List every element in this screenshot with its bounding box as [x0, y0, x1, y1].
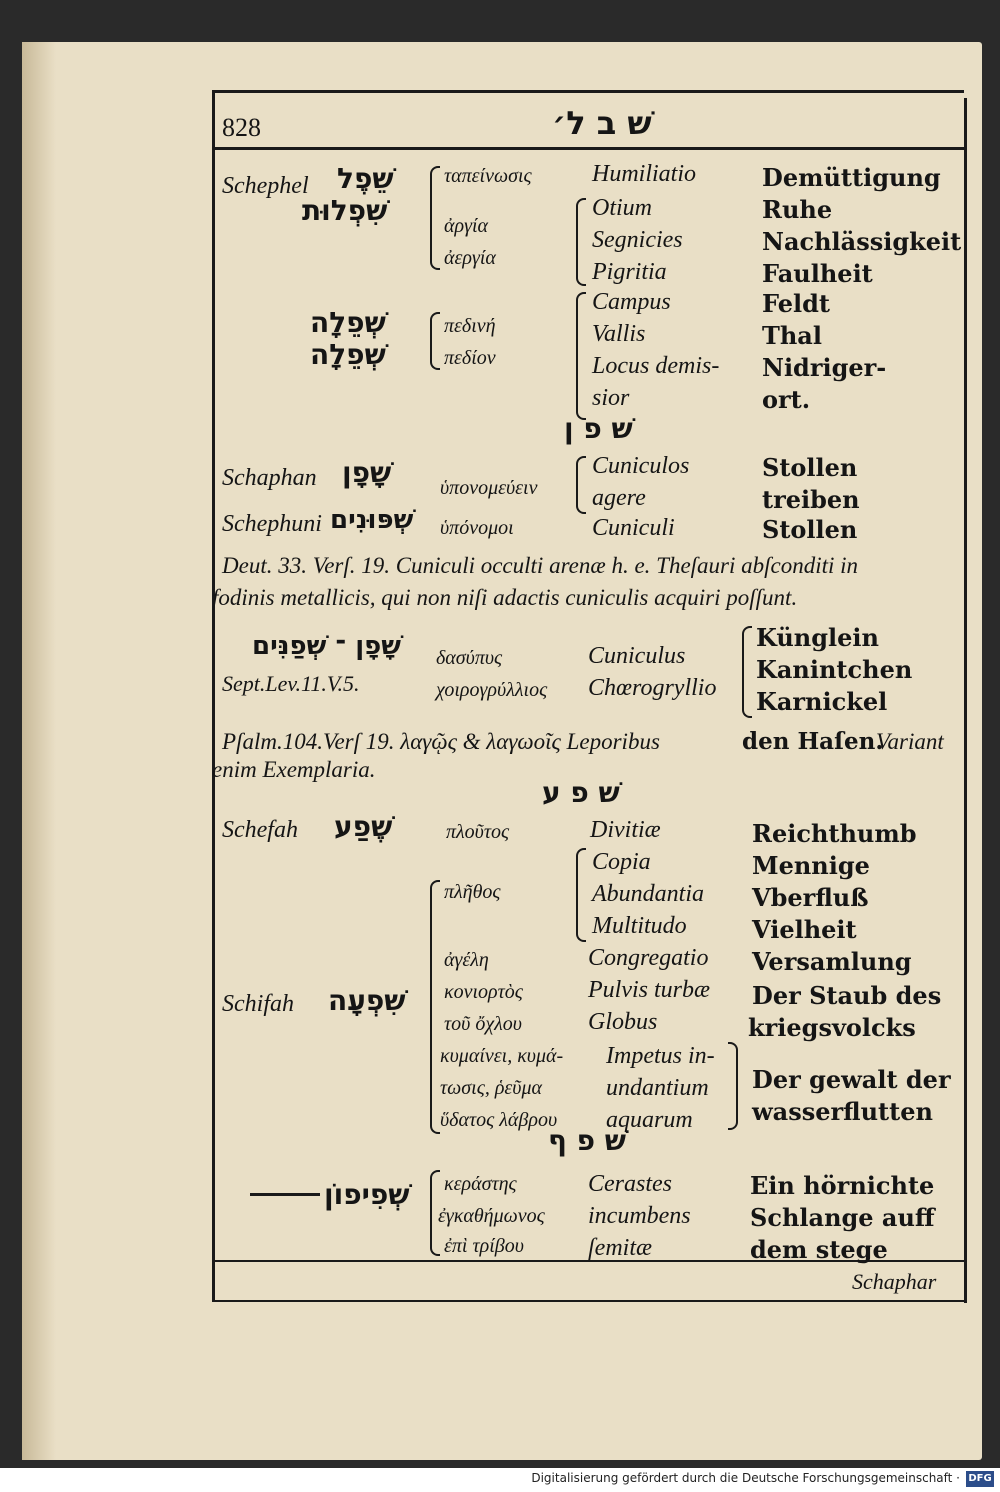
brace [742, 626, 752, 718]
header-rule [212, 147, 964, 150]
german-word: Thal [762, 321, 822, 350]
german-word: Feldt [762, 289, 830, 318]
greek-word: ἀγέλη [444, 949, 489, 971]
german-word: Nachlässigkeit [762, 227, 962, 256]
page-title-hebrew: שׁ ב ל׳ [552, 104, 652, 142]
frame-right-rule [964, 98, 967, 1303]
greek-word: ὑπονομεύειν [440, 477, 538, 499]
page-gutter-shadow [22, 42, 56, 1460]
greek-word: τωσις, ῥεῦμα [440, 1077, 543, 1099]
latin-word: Otium [592, 195, 652, 221]
frame-left-rule [212, 90, 215, 1302]
greek-word: πλοῦτος [446, 821, 510, 843]
greek-word: ὑπόνομοι [440, 517, 514, 539]
hebrew-word: שָׁפָן [342, 456, 392, 489]
latin-word: Multitudo [592, 913, 687, 939]
section-heading-hebrew: שׁ פ ף [548, 1124, 627, 1157]
greek-word: ὕδατος λάβρου [440, 1109, 558, 1131]
german-word: Kanintchen [756, 655, 913, 684]
hebrew-word: שָׁפָן ־ שְׁפַנִּים [252, 631, 401, 661]
note-line: fodinis metallicis, qui non niſi adactis cuniculis acquiri poſſunt. [212, 585, 798, 610]
german-word: Reichthumb [752, 819, 917, 848]
note-german: den Haſen. [742, 728, 884, 755]
latin-word: Locus demis- [592, 353, 720, 379]
brace [576, 292, 586, 420]
brace [576, 456, 586, 514]
latin-word: Globus [588, 1009, 658, 1035]
german-word: treiben [762, 485, 860, 514]
hebrew-word: שֵׁפֶל [337, 162, 394, 195]
german-word: Vberfluß [752, 883, 869, 912]
text-frame [212, 90, 970, 1310]
latin-word: Abundantia [592, 881, 704, 907]
greek-word: κεράστης [444, 1173, 517, 1195]
greek-word: κονιορτὸς [444, 981, 523, 1003]
latin-word: Humiliatio [592, 161, 697, 187]
latin-word: agere [592, 485, 646, 511]
hebrew-word: שִׁפְעָה [328, 984, 406, 1017]
latin-word: Cuniculos [592, 453, 690, 479]
latin-word: Cuniculi [592, 515, 675, 541]
german-word: Karnickel [756, 687, 888, 716]
page-number: 828 [222, 113, 261, 142]
latin-word: aquarum [606, 1107, 693, 1133]
note-line: Deut. 33. Verſ. 19. Cuniculi occulti arenæ h. e. Theſauri abſconditi in [222, 553, 859, 578]
hebrew-word: שְׁפֵלָה [310, 306, 386, 339]
german-word: Stollen [762, 515, 858, 544]
greek-word: τοῦ ὄχλου [444, 1013, 522, 1035]
section-heading-hebrew: שׁ פ ן [564, 412, 633, 445]
latin-word: Congregatio [588, 945, 709, 971]
latin-word: ſemitæ [588, 1235, 652, 1261]
greek-word: πεδίον [444, 347, 496, 369]
entry-latin-name: Schephel [222, 173, 309, 199]
hebrew-word: שְׁפּוּנִים [330, 505, 414, 535]
entry-latin-name: Schephuni [222, 511, 322, 537]
latin-word: Chœrogryllio [588, 675, 717, 701]
catchword: Schaphar [852, 1269, 937, 1294]
latin-word: sior [592, 385, 630, 411]
greek-word: ἀργία [444, 215, 489, 237]
entry-latin-name: Schefah [222, 817, 298, 843]
german-word: ort. [762, 385, 811, 414]
brace [430, 166, 440, 270]
entry-latin-name: Schaphan [222, 465, 317, 491]
section-heading-hebrew: שׁ פ ע [542, 776, 620, 809]
hebrew-word: שְׁפֵלָה [310, 338, 386, 371]
latin-word: incumbens [588, 1203, 691, 1229]
german-word: Stollen [762, 453, 858, 482]
german-word: Faulheit [762, 259, 873, 288]
hebrew-word: שֶׁפַע [334, 810, 393, 843]
latin-word: Cerastes [588, 1171, 672, 1197]
hebrew-word: שְׁפִיפוֹן [324, 1178, 410, 1211]
latin-word: Divitiæ [590, 817, 661, 843]
greek-word: κυμαίνει, κυμά- [440, 1045, 564, 1067]
entry-latin-name: Schifah [222, 991, 294, 1017]
german-word: Demüttigung [762, 163, 941, 192]
brace [576, 198, 586, 286]
brace [430, 312, 440, 370]
scripture-reference: Sept.Lev.11.V.5. [222, 671, 360, 696]
german-word: Versamlung [752, 947, 912, 976]
greek-word: δασύπυς [436, 647, 503, 669]
latin-word: Pulvis turbæ [588, 977, 711, 1003]
dfg-logo: DFG [966, 1471, 994, 1487]
latin-word: Copia [592, 849, 651, 875]
german-word: Künglein [756, 623, 879, 652]
brace [430, 880, 440, 1134]
german-word: Ruhe [762, 195, 833, 224]
note-line: Pſalm.104.Verſ 19. λαγῷς & λαγωοῖς Leporibus [222, 729, 660, 754]
latin-word: undantium [606, 1075, 709, 1101]
brace [576, 848, 586, 942]
german-word: Der Staub des [752, 981, 942, 1010]
latin-word: Pigritia [592, 259, 667, 285]
greek-word: ἐγκαθήμωνος [438, 1205, 545, 1227]
latin-word: Segnicies [592, 227, 683, 253]
greek-word: ἀεργία [444, 247, 496, 269]
latin-word: Campus [592, 289, 671, 315]
german-word: Der gewalt der [752, 1065, 951, 1094]
frame-top-rule [212, 90, 964, 93]
german-word: Vielheit [752, 915, 857, 944]
greek-word: ταπείνωσις [444, 165, 532, 187]
greek-word: πεδινή [444, 315, 496, 337]
latin-word: Impetus in- [606, 1043, 715, 1069]
footer-bar [0, 1468, 1000, 1492]
hebrew-word: שִׁפְלוּת [302, 194, 388, 227]
dash-line [250, 1193, 320, 1196]
german-word: dem stege [750, 1235, 888, 1264]
latin-word: Cuniculus [588, 643, 686, 669]
german-word: kriegsvolcks [748, 1013, 916, 1042]
latin-word: Vallis [592, 321, 646, 347]
german-word: Mennige [752, 851, 870, 880]
german-word: wasserflutten [752, 1097, 933, 1126]
german-word: Ein hörnichte [750, 1171, 935, 1200]
note-line: enim Exemplaria. [212, 757, 376, 782]
note-line: Variant [876, 729, 944, 754]
greek-word: χοιρογρύλλιος [436, 679, 548, 701]
greek-word: ἐπὶ τρίβου [444, 1235, 524, 1257]
greek-word: πλῆθος [444, 881, 501, 903]
footer-credit: Digitalisierung gefördert durch die Deutsche Forschungsgemeinschaft · [531, 1471, 960, 1485]
german-word: Nidriger- [762, 353, 887, 382]
brace [728, 1042, 738, 1130]
german-word: Schlange auff [750, 1203, 935, 1232]
frame-bottom-rule-2 [212, 1300, 964, 1302]
